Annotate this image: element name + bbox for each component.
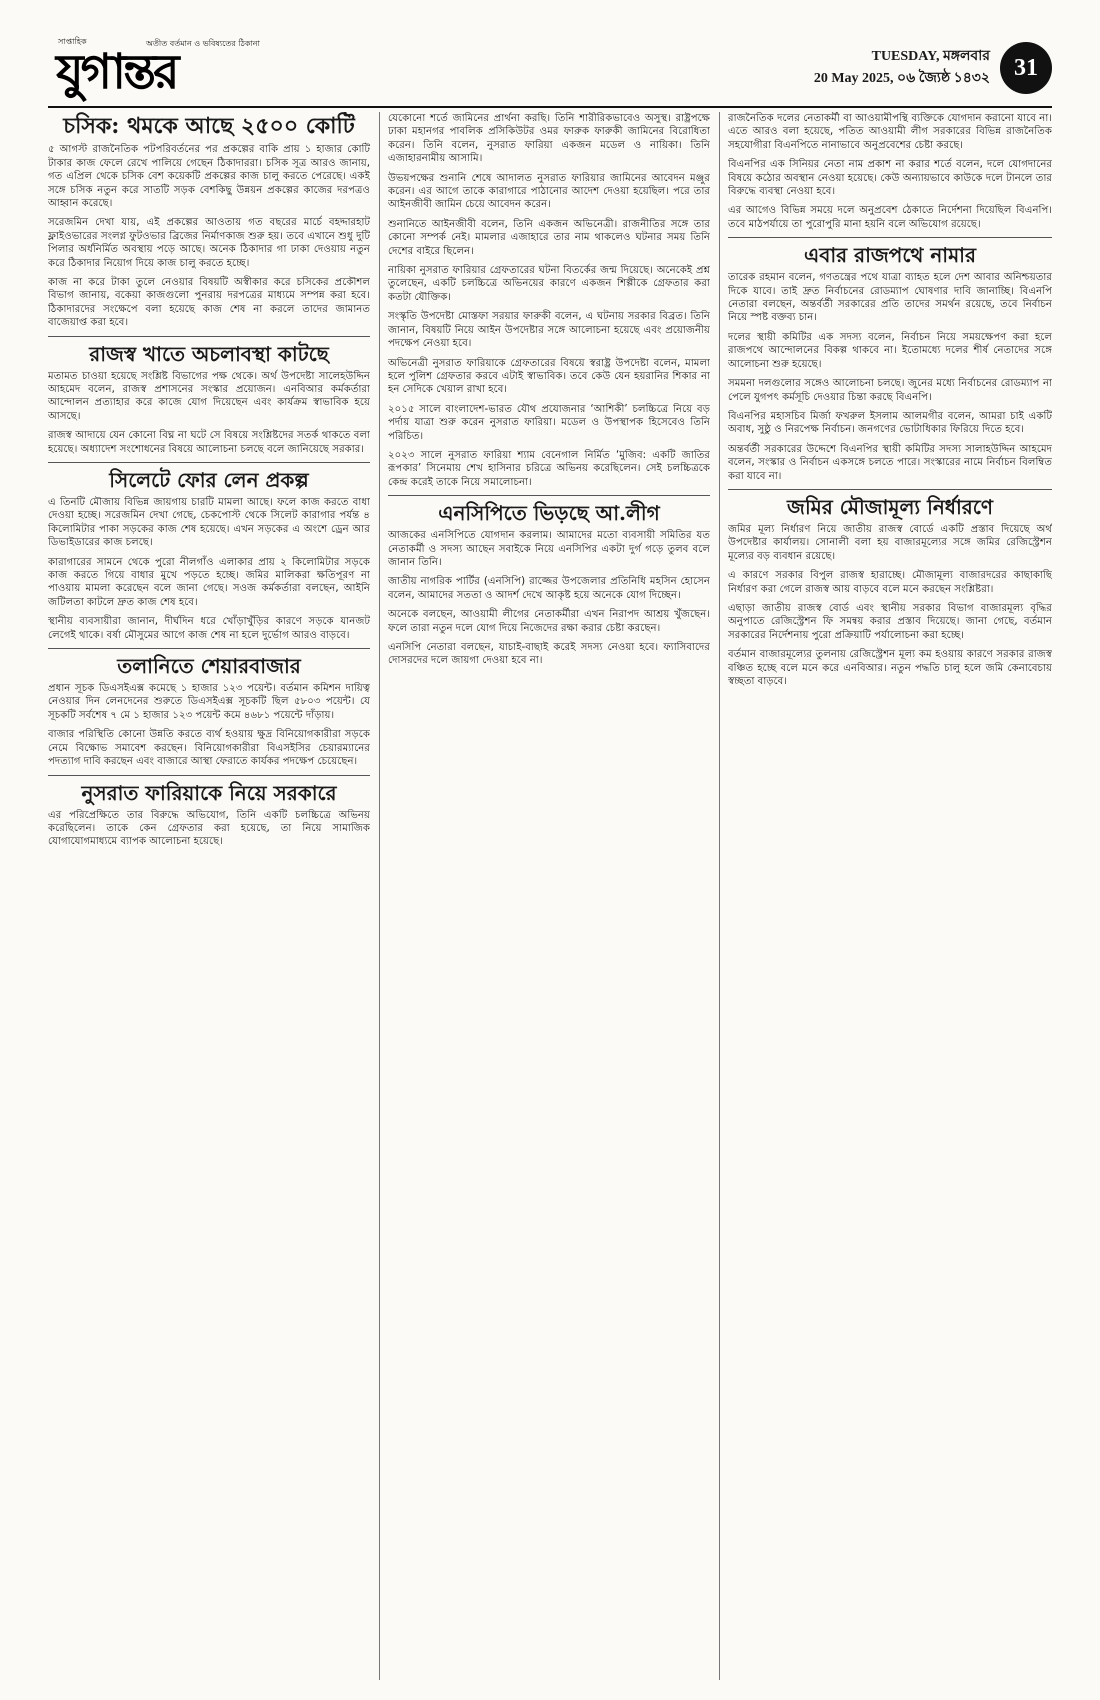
story-separator [728,489,1052,490]
story-paragraph: এনসিপি নেতারা বলছেন, যাচাই-বাছাই করেই সদস্য নেওয়া হবে। ফ্যাসিবাদের দোসরদের দলে জায়গা দেওয়া হবে না। [388,642,710,667]
dateline-day: TUESDAY, মঙ্গলবার [871,49,990,64]
story-paragraph: বিএনপির মহাসচিব মির্জা ফখরুল ইসলাম আলমগীর বলেন, আমরা চাই একটি অবাধ, সুষ্ঠু ও নিরপেক্ষ নির্বাচন। জনগণের ভোটাধিকার ফিরিয়ে দিতে হবে। [728,410,1052,436]
headline-sharebazar: তলানিতে শেয়ারবাজার [117,654,301,679]
column-3 [728,112,1052,1680]
story-paragraph: সমমনা দলগুলোর সঙ্গেও আলোচনা চলছে। জুনের মধ্যে নির্বাচনের রোডম্যাপ না পেলে যুগপৎ কর্মসূচি দেওয়ার চিন্তা করছে বিএনপি। [728,378,1052,403]
headline-chasik: চসিক: থমকে আছে ২৫০০ কোটি [63,113,355,139]
story-paragraph: বিএনপির এক সিনিয়র নেতা নাম প্রকাশ না করার শর্তে বলেন, দলে যোগদানের বিষয়ে কঠোর অবস্থান নেওয়া হয়েছে। কেউ অন্যায়ভাবে কাউকে দলে টানলে তার বিরুদ্ধে ব্যবস্থা নেওয়া হবে। [728,159,1052,198]
page-number-badge: 31 [1000,42,1052,94]
story-paragraph: জমির মূল্য নির্ধারণ নিয়ে জাতীয় রাজস্ব বোর্ডে একটি প্রস্তাব দিয়েছে অর্থ উপদেষ্টার কার্যালয়। সোনালী বলা হয় বাজারমূল্যের সঙ্গে জমির রেজিস্ট্রেশন মূল্যের বড় ব্যবধান রয়েছে। [728,523,1052,562]
story-paragraph: প্রধান সূচক ডিএসইএক্স কমেছে ১ হাজার ১২৩ পয়েন্ট। বর্তমান কমিশন দায়িত্ব নেওয়ার দিন লেনদেনের শুরুতে ডিএসইএক্স সূচকটি ছিল ৫৮০৩ পয়েন্ট। যে সূচকটি সর্বশেষ ৭ মে ১ হাজার ১২৩ পয়েন্ট কমে ৪৬৮১ পয়েন্টে দাঁড়ায়। [48,683,370,721]
headline-revenue: রাজস্ব খাতে অচলাবস্থা কাটছে [89,341,329,366]
story-paragraph: সরেজমিন দেখা যায়, এই প্রকল্পের আওতায় গত বছরের মার্চে বহদ্দারহাট ফ্লাইওভারের সংলগ্ন ফুটওভার ব্রিজের নির্মাণকাজ শুরু হয়। তবে এখানে শুধু দুটি পিলার অর্ধনির্মিত অবস্থায় পড়ে আছে। অনেক ঠিকাদার গা ঢাকা দেওয়ায় নতুন করে ঠিকাদার নিয়োগ দিয়ে কাজ চালু করতে হচ্ছে। [48,217,370,269]
story-paragraph: অন্তর্বর্তী সরকারের উদ্দেশে বিএনপির স্থায়ী কমিটির সদস্য সালাহউদ্দিন আহমেদ বলেন, সংস্কার ও নির্বাচন একসঙ্গে চলতে পারে। সংস্কারের নামে নির্বাচন বিলম্বিত করা যাবে না। [728,443,1052,482]
masthead-small-label: সাপ্তাহিক [58,37,87,46]
newspaper-logo: যুগান্তর [56,44,177,100]
story-paragraph: জাতীয় নাগরিক পার্টির (এনসিপি) রাজ্জের উপজেলার প্রতিনিধি মহসিন হোসেন বলেন, আমাদের সততা ও আদর্শ দেখে আকৃষ্ট হয়ে অনেকে যোগ দিচ্ছেন। [388,576,710,601]
story-separator [48,336,370,337]
story-paragraph: স্থানীয় ব্যবসায়ীরা জানান, দীর্ঘদিন ধরে খোঁড়াখুঁড়ির কারণে সড়কে যানজট লেগেই থাকে। বর্ষা মৌসুমের আগে কাজ শেষ না হলে দুর্ভোগ আরও বাড়বে। [48,616,370,641]
story-paragraph: এর পরিপ্রেক্ষিতে তার বিরুদ্ধে অভিযোগ, তিনি একটি চলচ্চিত্রে অভিনয় করেছিলেন। তাকে কেন গ্রেফতার করা হয়েছে, তা নিয়ে সামাজিক যোগাযোগমাধ্যমে ব্যাপক আলোচনা হয়েছে। [48,809,370,848]
headline-rajpoth: এবার রাজপথে নামার [804,243,976,268]
headline-sylhet: সিলেটে ফোর লেন প্রকল্প [109,468,309,493]
story-paragraph: তারেক রহমান বলেন, গণতন্ত্রের পথে যাত্রা ব্যাহত হলে দেশ আবার অনিশ্চয়তার দিকে যাবে। তাই দ্রুত নির্বাচনের রোডম্যাপ ঘোষণার দাবি জানাচ্ছি। বিএনপি নেতারা বলছেন, অন্তর্বর্তী সরকারের প্রতি তাদের সমর্থন রয়েছে, তবে নির্বাচন নিয়ে স্পষ্ট বক্তব্য চান। [728,272,1052,324]
masthead [48,36,1052,104]
story-separator [48,462,370,463]
column-1 [48,112,370,1680]
story-paragraph: দলের স্থায়ী কমিটির এক সদস্য বলেন, নির্বাচন নিয়ে সময়ক্ষেপণ করা হলে রাজপথে আন্দোলনের বিকল্প থাকবে না। ইতোমধ্যে দলের শীর্ষ নেতাদের সঙ্গে আলোচনা শুরু হয়েছে। [728,331,1052,370]
story-paragraph: ৫ আগস্ট রাজনৈতিক পটপরিবর্তনের পর প্রকল্পের বাকি প্রায় ১ হাজার কোটি টাকার কাজ ফেলে রেখে পালিয়ে গেছেন ঠিকাদাররা। চসিক সূত্র আরও জানায়, গত এপ্রিল থেকে চসিক বেশ কয়েকটি প্রকল্পের কাজ চালু করতে পেরেছে। একই সঙ্গে চসিক নতুন করে সাতটি সড়ক বেশকিছু উন্নয়ন প্রকল্পের কাজের দরপত্রও আহ্বান করেছে। [48,144,370,209]
story-separator [48,648,370,649]
story-paragraph: এর আগেও বিভিন্ন সময়ে দলে অনুপ্রবেশ ঠেকাতে নির্দেশনা দিয়েছিল বিএনপি। তবে মাঠপর্যায়ে তা পুরোপুরি মানা হয়নি বলে অভিযোগ রয়েছে। [728,205,1052,230]
story-paragraph: এছাড়া জাতীয় রাজস্ব বোর্ড এবং স্থানীয় সরকার বিভাগ বাজারমূল্য বৃদ্ধির অনুপাতে রেজিস্ট্রেশন ফি সমন্বয় করার প্রস্তাব দিয়েছে। জানা গেছে, বর্তমান সরকারের নির্দেশনায় পুরো প্রক্রিয়াটি পর্যালোচনা করা হচ্ছে। [728,602,1052,641]
story-paragraph: অনেকে বলছেন, আওয়ামী লীগের নেতাকর্মীরা এখন নিরাপদ আশ্রয় খুঁজছেন। ফলে তারা নতুন দলে যোগ দিয়ে নিজেদের রক্ষা করার চেষ্টা করছেন। [388,609,710,634]
dateline [814,46,990,90]
headline-ncp: এনসিপিতে ভিড়ছে আ.লীগ [438,501,660,526]
story-paragraph: বর্তমান বাজারমূল্যের তুলনায় রেজিস্ট্রেশন মূল্য কম হওয়ায় কারণে সরকার রাজস্ব বঞ্চিত হচ্ছে বলে মনে করে এনবিআর। নতুন পদ্ধতি চালু হলে জমি কেনাবেচায় স্বচ্ছতা বাড়বে। [728,649,1052,687]
story-separator [728,237,1052,238]
dateline-date: 20 May 2025, ০৬ জ্যৈষ্ঠ ১৪৩২ [813,71,990,86]
masthead-tagline: অতীত বর্তমান ও ভবিষ্যতের ঠিকানা [146,39,260,48]
story-paragraph: ২০১৫ সালে বাংলাদেশ-ভারত যৌথ প্রযোজনার ‘আশিকী’ চলচ্চিত্রে নিয়ে বড় পর্দায় যাত্রা শুরু করেন নুসরাত ফারিয়া। মডেল ও উপস্থাপক হিসেবেও তিনি পরিচিত। [388,403,710,442]
column-divider [379,112,380,1680]
story-paragraph: আজকের এনসিপিতে যোগদান করলাম। আমাদের মতো ব্যবসায়ী সমিতির যত নেতাকর্মী ও সদস্য আছেন সবাইকে নিয়ে এনসিপির একটা দুর্গ গড়ে তুলব বলে জানান তিনি। [388,530,710,568]
story-paragraph: কারাগারের সামনে থেকে পুরো নীলগাঁও এলাকার প্রায় ২ কিলোমিটার সড়কে কাজ করতে গিয়ে বাধার মুখে পড়তে হচ্ছে। জমির মালিকরা ক্ষতিপূরণ না পাওয়ায় মামলা করেছেন বলে জানা গেছে। সওজ কর্মকর্তারা বলছেন, আইনি জটিলতা কাটলে দ্রুত কাজ শেষ হবে। [48,556,370,608]
story-paragraph: ২০২৩ সালে নুসরাত ফারিয়া শ্যাম বেনেগাল নির্মিত ‘মুজিব: একটি জাতির রূপকার’ সিনেমায় শেখ হাসিনার চরিত্রে অভিনয় করেছিলেন। সেই চলচ্চিত্রকে কেন্দ্র করেই তাকে নিয়ে সমালোচনা। [388,449,710,488]
story-paragraph: কাজ না করে টাকা তুলে নেওয়ার বিষয়টি অস্বীকার করে চসিকের প্রকৌশল বিভাগ জানায়, বকেয়া কাজগুলো পুনরায় দরপত্রের মাধ্যমে সম্পন্ন করা হবে। ঠিকাদারদের সংক্ষেপে বলা হয়েছে কাজ শেষ না করলে তাদের জামানত বাজেয়াপ্ত করা হবে। [48,276,370,329]
story-separator [388,495,710,496]
story-paragraph: রাজস্ব আদায়ে যেন কোনো বিঘ্ন না ঘটে সে বিষয়ে সংশ্লিষ্টদের সতর্ক থাকতে বলা হয়েছে। অধ্যাদেশ সংশোধনের বিষয়ে আলোচনা চলছে বলে জানিয়েছে সরকার। [48,430,370,455]
story-paragraph: এ কারণে সরকার বিপুল রাজস্ব হারাচ্ছে। মৌজামূল্য বাজারদরের কাছাকাছি নির্ধারণ করা গেলে রাজস্ব আয় বাড়বে বলে মনে করছেন সংশ্লিষ্টরা। [728,570,1052,595]
headline-mouja: জমির মৌজামূল্য নির্ধারণে [787,494,993,519]
story-paragraph: সংস্কৃতি উপদেষ্টা মোস্তফা সরয়ার ফারুকী বলেন, এ ঘটনায় সরকার বিব্রত। তিনি জানান, বিষয়টি নিয়ে আইন উপদেষ্টার সঙ্গে আলোচনা হয়েছে এবং প্রয়োজনীয় পদক্ষেপ নেওয়া হবে। [388,311,710,350]
story-paragraph: নায়িকা নুসরাত ফারিয়ার গ্রেফতারের ঘটনা বিতর্কের জন্ম দিয়েছে। অনেকেই প্রশ্ন তুলেছেন, একটি চলচ্চিত্রে অভিনয়ের কারণে একজন শিল্পীকে গ্রেফতার করা কতটা যৌক্তিক। [388,265,710,303]
story-paragraph: রাজনৈতিক দলের নেতাকর্মী বা আওয়ামীপন্থি ব্যক্তিকে যোগদান করানো যাবে না। এতে আরও বলা হয়েছে, পতিত আওয়ামী লীগ সরকারের বিভিন্ন রাজনৈতিক সহযোগীরা বিএনপিতে নানাভাবে অনুপ্রবেশের চেষ্টা করছে। [728,113,1052,151]
headline-nusrat: নুসরাত ফারিয়াকে নিয়ে সরকারে [81,780,337,805]
column-divider [719,112,720,1680]
story-paragraph: বাজার পরিস্থিতি কোনো উন্নতি করতে ব্যর্থ হওয়ায় ক্ষুদ্র বিনিয়োগকারীরা সড়কে নেমে বিক্ষোভ সমাবেশ করছেন। বিনিয়োগকারীরা বিএসইসির চেয়ারম্যানের পদত্যাগ দাবি করছেন এবং বাজারে আস্থা ফেরাতে কার্যকর পদক্ষেপ চেয়েছেন। [48,729,370,768]
story-paragraph: মতামত চাওয়া হয়েছে সংশ্লিষ্ট বিভাগের পক্ষ থেকে। অর্থ উপদেষ্টা সালেহউদ্দিন আহমেদ বলেন, রাজস্ব প্রশাসনের সংস্কার প্রয়োজন। এনবিআর কর্মকর্তারা আন্দোলন প্রত্যাহার করে কাজে যোগ দিয়েছেন এবং কার্যক্রম স্বাভাবিক হয়ে আসছে। [48,370,370,422]
story-separator [48,775,370,776]
column-2 [388,112,710,1680]
story-paragraph: অভিনেত্রী নুসরাত ফারিয়াকে গ্রেফতারের বিষয়ে স্বরাষ্ট্র উপদেষ্টা বলেন, মামলা হলে পুলিশ গ্রেফতার করবে এটাই স্বাভাবিক। তবে কেউ যেন হয়রানির শিকার না হন সেদিকে খেয়াল রাখা হবে। [388,357,710,396]
story-paragraph: এ তিনটি মৌজায় বিভিন্ন জায়গায় চারটি মামলা আছে। ফলে কাজ করতে বাধা দেওয়া হচ্ছে। সরেজমিন দেখা গেছে, চেকপোস্ট থেকে সিলেট কারাগার পর্যন্ত ৪ কিলোমিটার পাকা সড়কের কাজ শেষ হয়েছে। এখন সড়কের এ অংশে ড্রেন আর ডিভাইডারের কাজ চলছে। [48,497,370,549]
story-paragraph: উভয়পক্ষের শুনানি শেষে আদালত নুসরাত ফারিয়ার জামিনের আবেদন মঞ্জুর করেন। এর আগে তাকে কারাগারে পাঠানোর আদেশ দেওয়া হয়েছিল। পরে তার আইনজীবী জামিন চেয়ে আবেদন করেন। [388,172,710,211]
story-paragraph: শুনানিতে আইনজীবী বলেন, তিনি একজন অভিনেত্রী। রাজনীতির সঙ্গে তার কোনো সম্পর্ক নেই। মামলার এজাহারে তার নাম থাকলেও ঘটনার সময় তিনি দেশের বাইরে ছিলেন। [388,218,710,257]
masthead-rule [48,106,1052,108]
story-paragraph: যেকোনো শর্তে জামিনের প্রার্থনা করছি। তিনি শারীরিকভাবেও অসুস্থ। রাষ্ট্রপক্ষে ঢাকা মহানগর পাবলিক প্রসিকিউটর ওমর ফারুক ফারুকী জামিনের বিরোধিতা করেন। তিনি বলেন, নুসরাত ফারিয়া একজন মডেল ও নায়িকা। তিনি এজাহারনামীয় আসামি। [388,113,710,165]
